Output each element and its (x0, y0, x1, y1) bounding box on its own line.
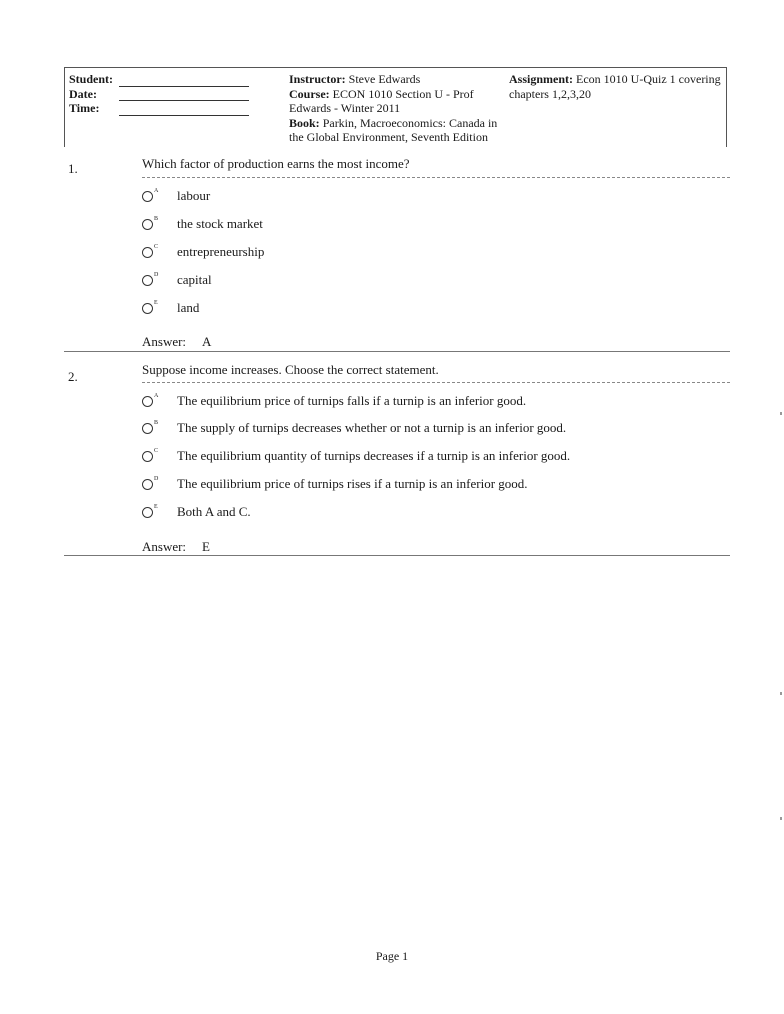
scan-mark (780, 412, 782, 415)
choice-letter: E (154, 504, 158, 510)
choice-text: The equilibrium price of turnips falls if a turnip is an inferior good. (177, 393, 527, 408)
choice-a[interactable] (142, 392, 526, 410)
answer-value: E (202, 539, 210, 554)
student-info-block (69, 72, 259, 116)
question-separator (64, 351, 730, 352)
question-2 (64, 362, 730, 556)
student-blank-line (119, 75, 249, 87)
answer-label: Answer: (142, 539, 187, 554)
choice-c[interactable] (142, 243, 264, 261)
book-line (289, 116, 499, 145)
time-blank-line (119, 104, 249, 116)
choice-text: entrepreneurship (177, 244, 265, 259)
choice-text: The equilibrium quantity of turnips decreases if a turnip is an inferior good. (177, 448, 571, 463)
scan-mark (780, 817, 782, 820)
question-1 (64, 156, 730, 351)
answer-line (142, 334, 211, 350)
radio-icon[interactable] (142, 275, 153, 286)
instructor-label: Instructor: (289, 72, 346, 86)
answer-value: A (202, 334, 212, 349)
choice-b[interactable] (142, 215, 263, 233)
radio-icon[interactable] (142, 451, 153, 462)
question-text: Which factor of production earns the most income? (142, 156, 410, 171)
date-field (69, 87, 259, 102)
question-number: 2. (68, 369, 78, 384)
choice-text: the stock market (177, 216, 263, 231)
question-underline (142, 382, 730, 383)
question-number: 1. (68, 161, 78, 176)
time-label: Time: (69, 101, 100, 115)
answer-label: Answer: (142, 334, 187, 349)
choice-letter: B (154, 420, 159, 426)
choice-letter: C (154, 244, 159, 250)
scan-mark (780, 692, 782, 695)
choice-e[interactable] (142, 299, 199, 317)
choice-letter: B (154, 216, 159, 222)
choice-d[interactable] (142, 271, 212, 289)
radio-icon[interactable] (142, 247, 153, 258)
choice-text: labour (177, 188, 211, 203)
assignment-label: Assignment: (509, 72, 574, 86)
choice-letter: C (154, 448, 159, 454)
answer-line (142, 539, 210, 555)
choice-letter: A (154, 188, 159, 194)
question-underline (142, 177, 730, 178)
page-number: Page 1 (375, 949, 409, 963)
radio-icon[interactable] (142, 303, 153, 314)
choice-text: capital (177, 272, 212, 287)
choice-c[interactable] (142, 447, 570, 465)
choice-letter: E (154, 300, 158, 306)
assignment-value: Econ 1010 U-Quiz 1 covering chapters 1,2,3,20 (509, 72, 721, 101)
radio-icon[interactable] (142, 423, 153, 434)
radio-icon[interactable] (142, 396, 153, 407)
assignment-info-block (509, 72, 724, 101)
radio-icon[interactable] (142, 479, 153, 490)
choice-b[interactable] (142, 419, 566, 437)
course-label: Course: (289, 86, 330, 101)
course-line (289, 87, 499, 116)
choice-letter: A (154, 393, 159, 399)
student-label: Student: (69, 72, 114, 86)
course-value: ECON 1010 Section U - Prof Edwards - Winter 2011 (289, 86, 474, 115)
radio-icon[interactable] (142, 219, 153, 230)
question-separator (64, 555, 730, 556)
instructor-value: Steve Edwards (348, 72, 421, 86)
choice-e[interactable] (142, 503, 251, 521)
question-text: Suppose income increases. Choose the correct statement. (142, 362, 439, 377)
date-blank-line (119, 89, 249, 101)
student-field (69, 72, 259, 87)
choice-letter: D (154, 272, 159, 278)
choice-letter: D (154, 476, 159, 482)
choice-d[interactable] (142, 475, 528, 493)
instructor-line (289, 72, 499, 87)
choice-text: The equilibrium price of turnips rises if a turnip is an inferior good. (177, 476, 528, 491)
time-field (69, 101, 259, 116)
date-label: Date: (69, 86, 97, 101)
course-info-block (289, 72, 499, 147)
choice-text: land (177, 300, 200, 315)
choice-a[interactable] (142, 187, 210, 205)
book-value: Parkin, Macroeconomics: Canada in the Global Environment, Seventh Edition (289, 115, 498, 144)
quiz-header (64, 67, 727, 147)
book-label: Book: (289, 115, 320, 130)
choice-text: Both A and C. (177, 504, 251, 519)
choice-text: The supply of turnips decreases whether or not a turnip is an inferior good. (177, 420, 567, 435)
radio-icon[interactable] (142, 507, 153, 518)
radio-icon[interactable] (142, 191, 153, 202)
